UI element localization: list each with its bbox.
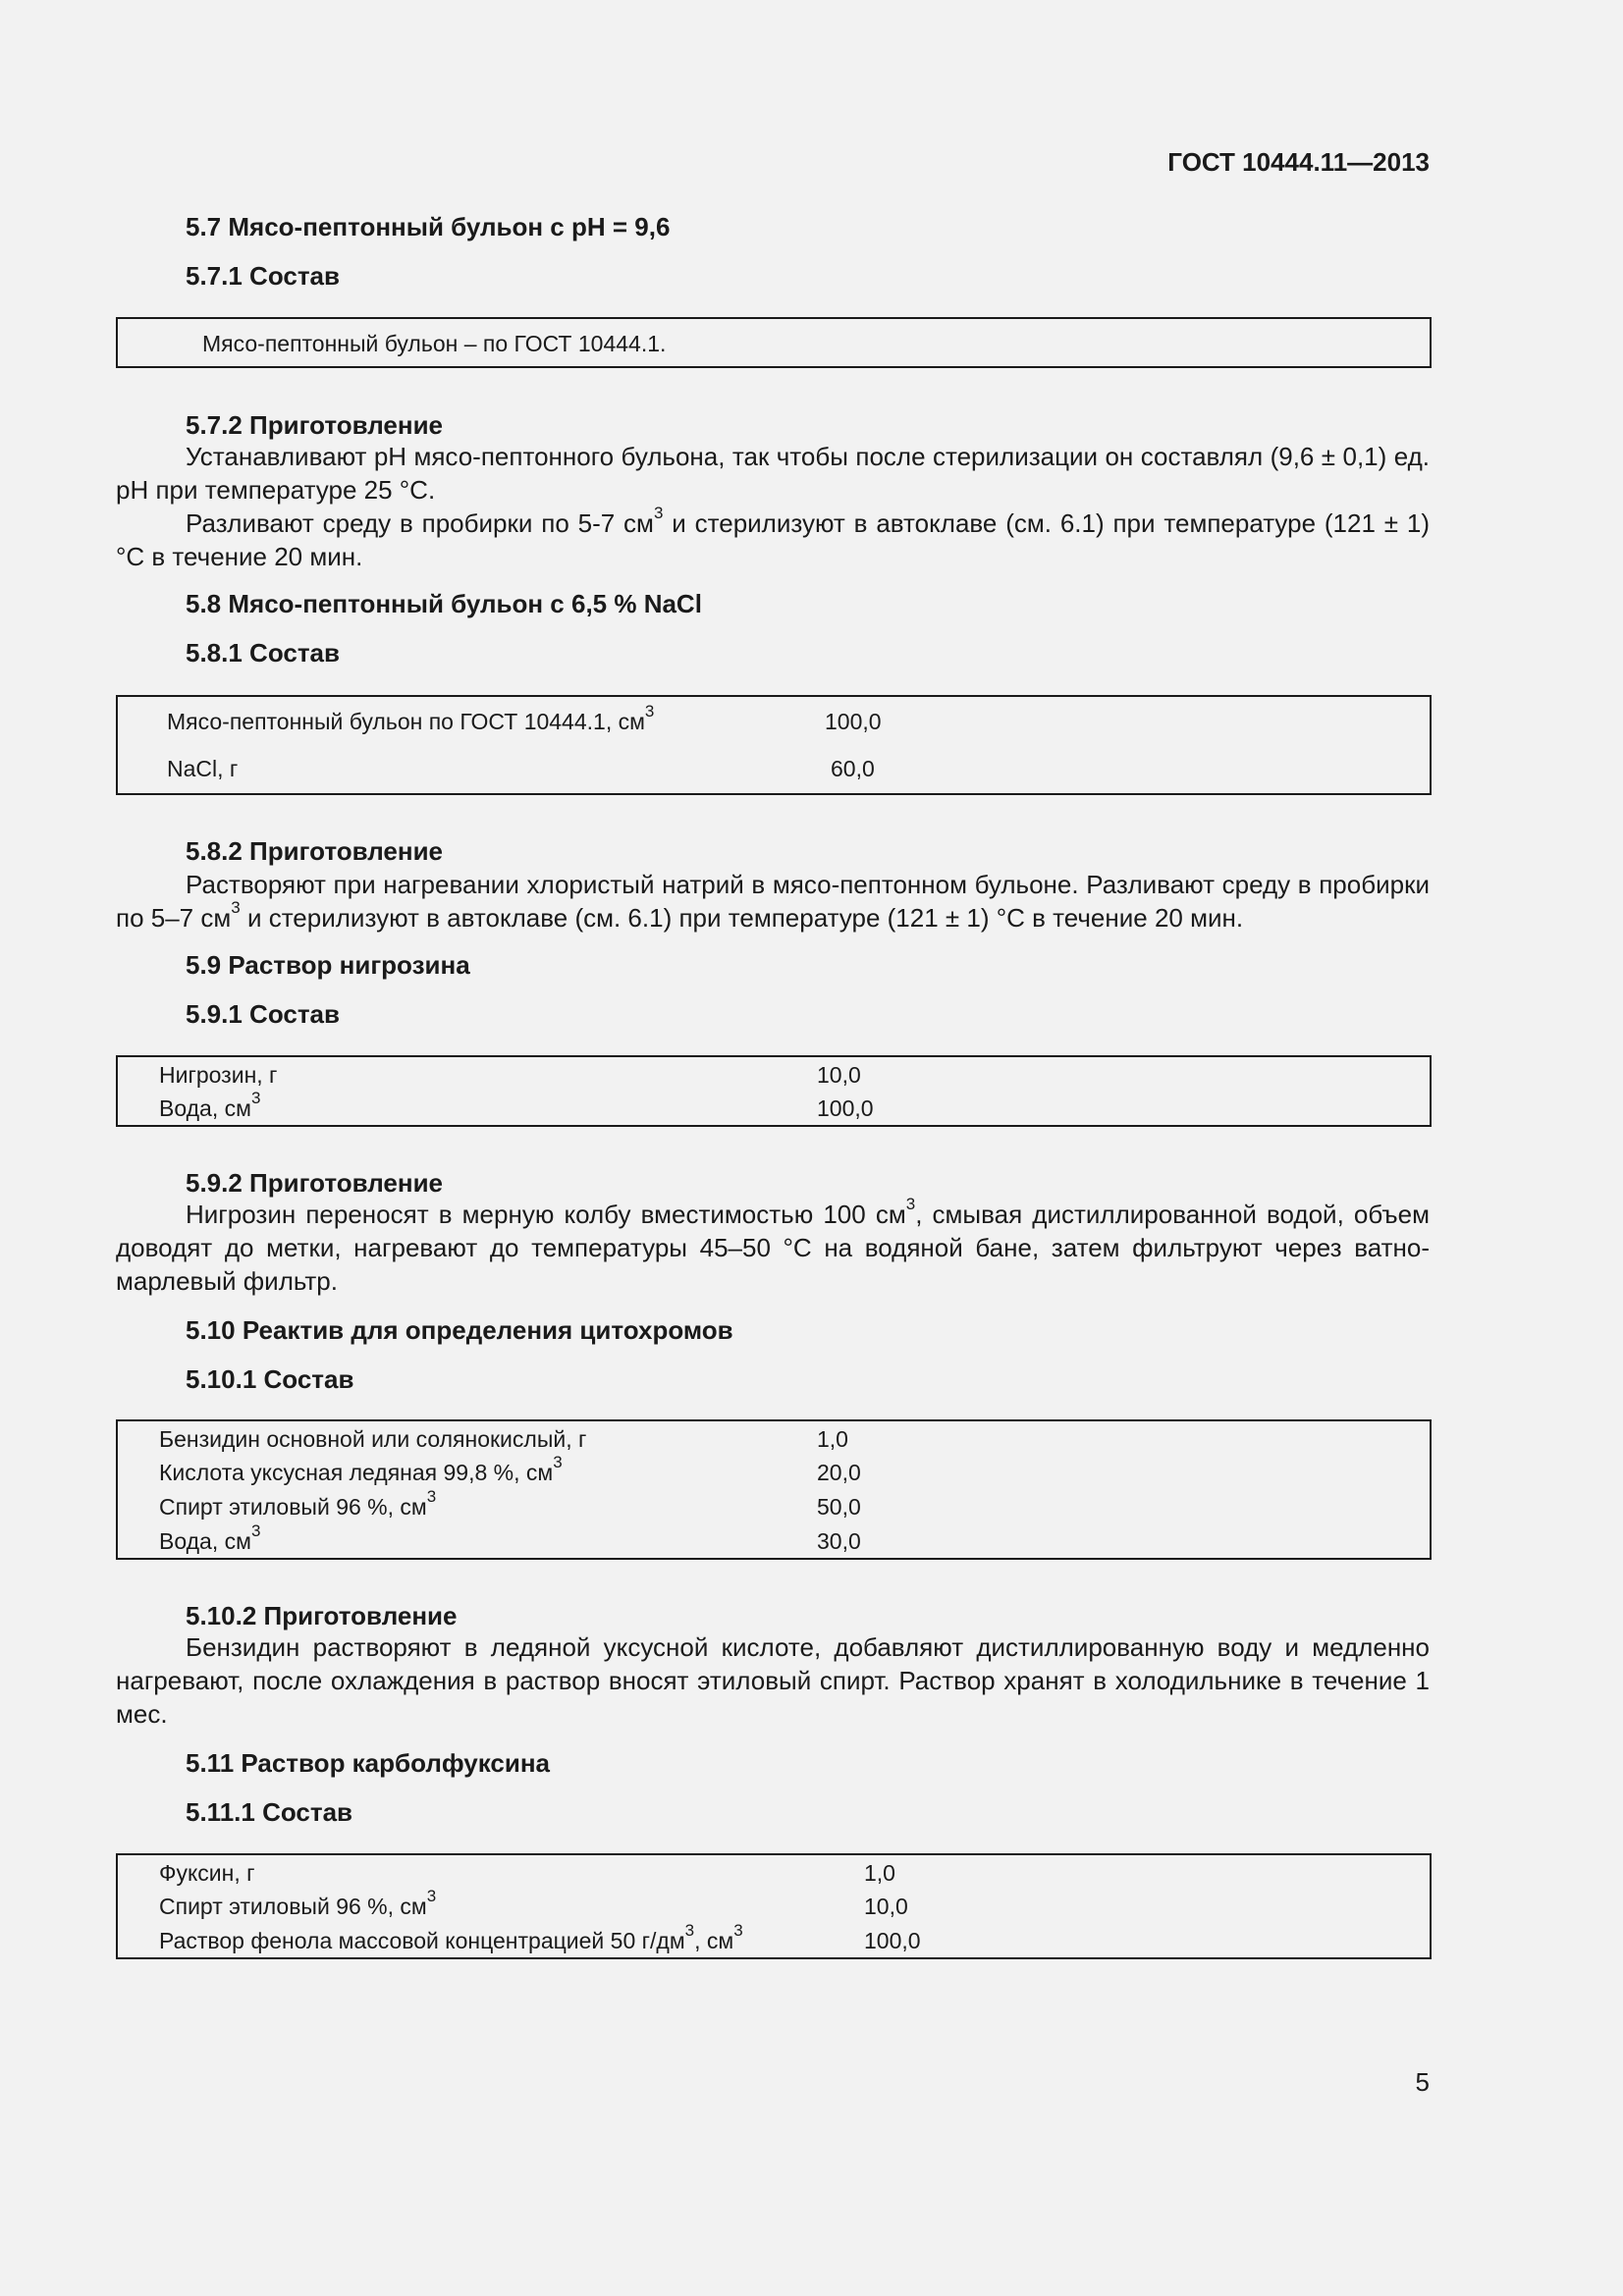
section-5-8-2-title: 5.8.2 Приготовление <box>186 836 444 866</box>
composition-box-5-7 <box>116 317 1432 368</box>
section-5-10-title: 5.10 Реактив для определения цитохромов <box>186 1315 733 1345</box>
paragraph-part: , смывая дистиллированной водой, объем доводят до метки, нагревают до температуры 45–50 °С на водяной бане, затем фильтруют через ватно-марлевый фильтр. <box>116 1200 1430 1296</box>
table-cell-value: 50,0 <box>817 1494 861 1520</box>
table-cell-value: 10,0 <box>817 1062 861 1088</box>
composition-text: Мясо-пептонный бульон – по ГОСТ 10444.1. <box>202 331 667 356</box>
section-5-7-2-body: Устанавливают pH мясо-пептонного бульона, так чтобы после стерилизации он составлял (9,6 ± 0,1) ед. pH при температуре 25 °С. Разливают среду в пробирки по 5-7 $см^3$ и стерилизуют в автоклаве (см. 6.1) при температуре (121 ± 1) °С в течение 20 мин. <box>116 442 1430 571</box>
composition-table-5-10 <box>116 1419 1432 1560</box>
composition-table-5-11 <box>116 1853 1432 1959</box>
table-cell-value: 30,0 <box>817 1528 861 1554</box>
section-5-8-2-body: Растворяют при нагревании хлористый натрий в мясо-пептонном бульоне. Разливают среду в пробирки по 5–7 $см^3$ и стерилизуют в автоклаве (см. 6.1) при температуре (121 ± 1) °С в течение 20 мин. <box>116 870 1430 933</box>
table-cell-name: Кислота уксусная ледяная 99,8 %, $см^3$ <box>159 1453 563 1485</box>
paragraph-part: Разливают среду в пробирки по 5-7 см <box>186 508 654 538</box>
table-cell-value: 10,0 <box>864 1894 908 1919</box>
page-number: 5 <box>1415 2067 1430 2097</box>
section-5-9-1-title: 5.9.1 Состав <box>186 999 341 1029</box>
table-cell-name: Вода, $см^3$ <box>159 1522 261 1554</box>
paragraph-part: и стерилизуют в автоклаве (см. 6.1) при температуре (121 ± 1) °С в течение 20 мин. <box>240 903 1244 933</box>
paragraph-part: Нигрозин переносят в мерную колбу вместимостью 100 см <box>186 1200 906 1229</box>
table-cell-value: 1,0 <box>817 1426 848 1452</box>
table-cell-value: 100,0 <box>825 709 882 734</box>
section-5-7-title: 5.7 Мясо-пептонный бульон с pH = 9,6 <box>186 212 671 241</box>
table-cell-name: Мясо-пептонный бульон по ГОСТ 10444.1, $см^3$ <box>167 702 655 734</box>
section-5-8-title: 5.8 Мясо-пептонный бульон с 6,5 % NaCl <box>186 589 702 618</box>
paragraph-part: Растворяют при нагревании хлористый натрий в мясо-пептонном бульоне. Разливают среду в пробирки по 5–7 см <box>116 870 1430 933</box>
table-cell-name: Фуксин, г <box>159 1860 255 1886</box>
section-5-10-2-title: 5.10.2 Приготовление <box>186 1601 458 1630</box>
paragraph: Бензидин растворяют в ледяной уксусной кислоте, добавляют дистиллированную воду и медленно нагревают, после охлаждения в раствор вносят этиловый спирт. Раствор хранят в холодильнике в течение 1 мес. <box>116 1632 1430 1729</box>
section-5-9-title: 5.9 Раствор нигрозина <box>186 950 470 980</box>
composition-table-5-8 <box>116 695 1432 795</box>
table-cell-name: NaCl, г <box>167 756 239 781</box>
table-cell-value: 1,0 <box>864 1860 895 1886</box>
section-5-10-1-title: 5.10.1 Состав <box>186 1364 354 1394</box>
table-cell-value: 20,0 <box>817 1460 861 1485</box>
table-cell-value: 60,0 <box>831 756 875 781</box>
table-cell-name: Спирт этиловый 96 %, $см^3$ <box>159 1487 437 1520</box>
section-5-10-2-body <box>116 1630 1430 1731</box>
paragraph-part: и стерилизуют в автоклаве (см. 6.1) при температуре (121 ± 1) °С в течение 20 мин. <box>116 508 1430 571</box>
table-cell-name: Бензидин основной или солянокислый, г <box>159 1426 587 1452</box>
section-5-9-2-body: Нигрозин переносят в мерную колбу вместимостью 100 $см^3$, смывая дистиллированной водой, объем доводят до метки, нагревают до температуры 45–50 °С на водяной бане, затем фильтруют через ватно-марлевый фильтр. <box>116 1195 1430 1296</box>
section-5-9-2-title: 5.9.2 Приготовление <box>186 1168 444 1198</box>
table-cell-name: Спирт этиловый 96 %, $см^3$ <box>159 1887 437 1919</box>
table-cell-value: 100,0 <box>864 1928 921 1953</box>
document-code: ГОСТ 10444.11—2013 <box>1167 147 1430 177</box>
section-5-8-1-title: 5.8.1 Состав <box>186 638 341 667</box>
table-cell-value: 100,0 <box>817 1095 874 1121</box>
section-5-11-1-title: 5.11.1 Состав <box>186 1797 353 1827</box>
composition-table-5-9 <box>116 1055 1432 1127</box>
section-5-11-title: 5.11 Раствор карболфуксина <box>186 1748 550 1778</box>
table-cell-name: Нигрозин, г <box>159 1062 278 1088</box>
section-5-7-1-title: 5.7.1 Состав <box>186 261 341 291</box>
paragraph: Устанавливают pH мясо-пептонного бульона, так чтобы после стерилизации он составлял (9,6 ± 0,1) ед. pH при температуре 25 °С. <box>116 442 1430 505</box>
table-cell-name: Раствор фенола массовой концентрацией 50 $г/дм^3$, $см^3$ <box>159 1921 743 1953</box>
table-cell-name: Вода, $см^3$ <box>159 1089 261 1121</box>
section-5-7-2-title: 5.7.2 Приготовление <box>186 410 444 440</box>
